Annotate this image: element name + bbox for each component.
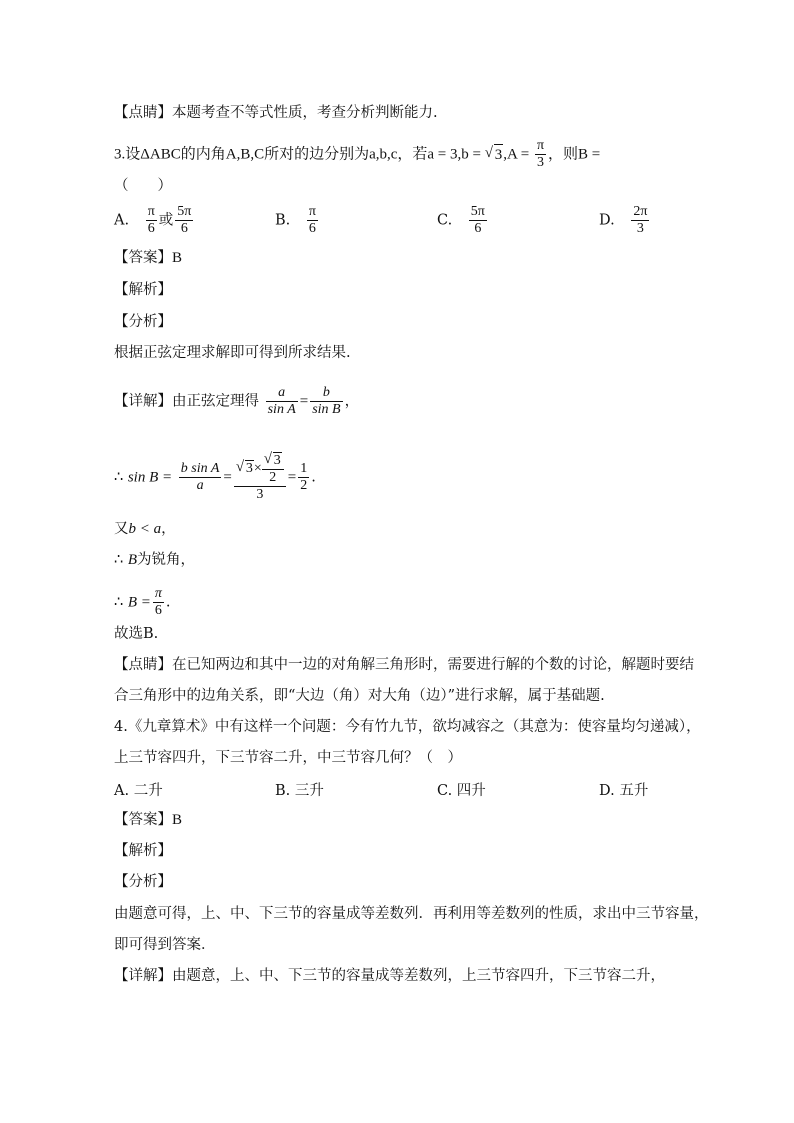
q3-stem-b: ,A = — [503, 146, 533, 163]
q4-option-b: B. 三升 — [275, 783, 324, 799]
tip-paragraph — [114, 103, 438, 123]
q3-jiexi: 【解析】 — [114, 282, 172, 298]
q3-paren: （ ） — [114, 178, 172, 194]
q3-choose: 故选B. — [114, 626, 159, 642]
q3-A-value: $\frac{\pi}{3}$ — [536, 138, 545, 170]
tip-tag: 【点睛】 — [114, 105, 172, 121]
q3-big-frac: √ 3× √ $\frac{3}{2}$ 3 — [234, 452, 286, 503]
question-4-line-1: 4.《九章算术》中有这样一个问题：今有竹九节，欲均减容之（其意为：使容量均匀递减）， — [114, 719, 701, 735]
q4-fenxi-line-2: 即可得到答案． — [114, 937, 216, 953]
q3-option-a: A. $\frac{\pi}{6}$ 或 $\frac{5\pi}{6}$ — [114, 204, 192, 236]
question-3-stem — [114, 138, 600, 171]
q4-option-d: D. 五升 — [599, 783, 649, 799]
q3-option-c: C. $\frac{5\pi}{6}$ — [437, 204, 485, 236]
q3-sinB-calc: ∴ sin B = $\frac{\text{b sin A}}{a}$ = √ 3× √ $\frac{3}{2}$ 3 = $\frac{1}{2}$ . — [114, 452, 316, 503]
q4-jiexi: 【解析】 — [114, 843, 172, 859]
q3-fenxi-text: 根据正弦定理求解即可得到所求结果. — [114, 345, 351, 361]
q3-b-less-a: 又b < a， — [114, 521, 176, 537]
q3-B-result: ∴ B = $\frac{\pi}{6}$ . — [114, 586, 171, 618]
q3-stem-a: 3.设ΔABC的内角A,B,C所对的边分别为a,b,c，若a = 3,b = — [114, 146, 485, 163]
q4-fenxi: 【分析】 — [114, 874, 172, 890]
q3-answer: 【答案】B — [114, 250, 183, 266]
q4-answer: 【答案】B — [114, 812, 183, 828]
q4-option-a: A. 二升 — [114, 783, 163, 799]
q3-option-b: B. $\frac{\pi}{6}$ — [275, 204, 316, 236]
q4-fenxi-line-1: 由题意可得，上、中、下三节的容量成等差数列．再利用等差数列的性质，求出中三节容量， — [114, 906, 709, 922]
q3-dianjing-1: 【点睛】在已知两边和其中一边的对角解三角形时，需要进行解的个数的讨论，解题时要结 — [114, 657, 694, 673]
q3-fenxi: 【分析】 — [114, 314, 172, 330]
q3-B-acute: ∴ B为锐角， — [114, 552, 196, 568]
q3-detail: 【详解】由正弦定理得 $\frac{a}{\text{sin A}}$ = $\frac{b}{\text{sin B}}$ ， — [114, 385, 360, 417]
tip-text: 本题考查不等式性质，考查分析判断能力. — [172, 105, 438, 121]
question-4-line-2: 上三节容四升，下三节容二升，中三节容几何？（ ） — [114, 750, 462, 766]
q3-sqrt3: √ 3 — [485, 144, 504, 165]
q3-option-d: D. $\frac{2\pi}{3}$ — [599, 204, 648, 236]
q3-stem-c: ，则B = — [548, 146, 601, 163]
q4-detail: 【详解】由题意，上、中、下三节的容量成等差数列，上三节容四升，下三节容二升， — [114, 968, 665, 984]
q4-option-c: C. 四升 — [437, 783, 486, 799]
q3-dianjing-2: 合三角形中的边角关系，即“大边（角）对大角（边）”进行求解，属于基础题. — [114, 688, 605, 704]
